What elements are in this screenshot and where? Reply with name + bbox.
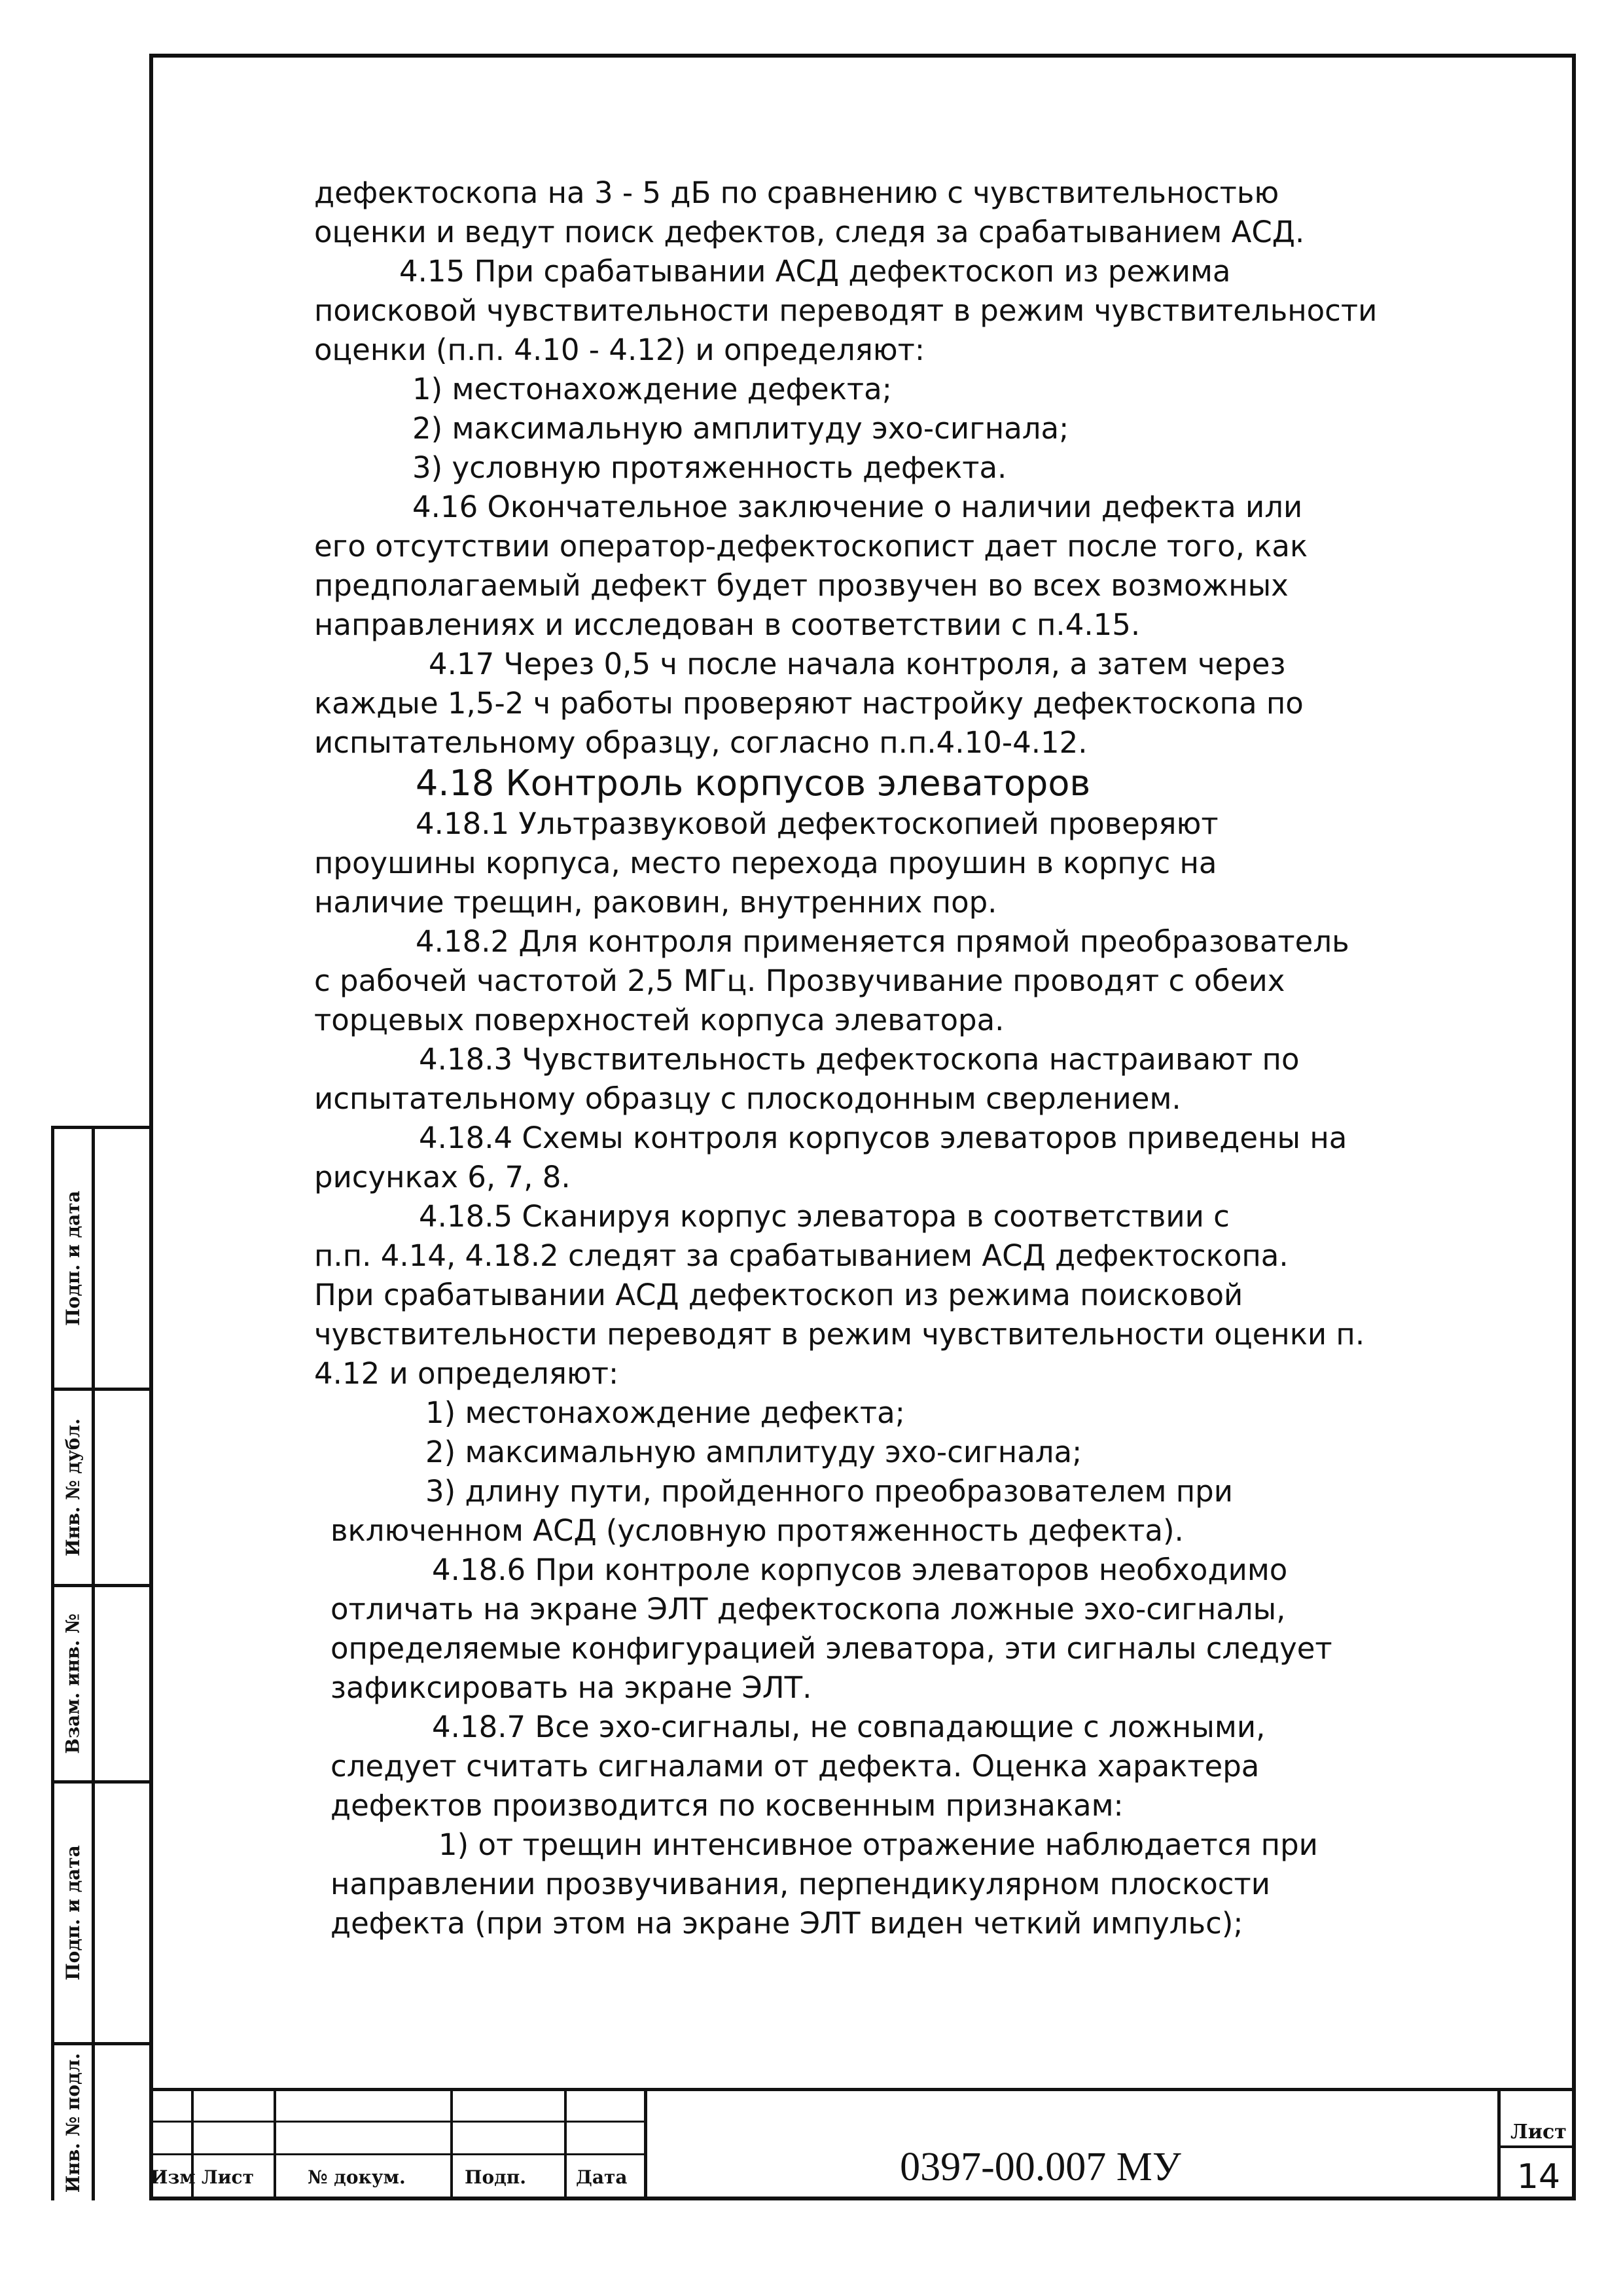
body-line: 4.18.4 Схемы контроля корпусов элеваторов приведены на (419, 1121, 1347, 1155)
title-block-izm: Изм (151, 2166, 196, 2188)
body-line: 1) местонахождение дефекта; (425, 1395, 905, 1430)
body-line: рисунках 6, 7, 8. (314, 1160, 571, 1194)
body-line: включенном АСД (условную протяженность дефекта). (330, 1513, 1184, 1548)
body-line: его отсутствии оператор-дефектоскопист дает после того, как (314, 529, 1308, 564)
title-block-line (149, 2088, 1576, 2091)
title-block-line (149, 2153, 647, 2155)
body-line: 4.18.3 Чувствительность дефектоскопа настраивают по (419, 1042, 1300, 1077)
body-line: торцевых поверхностей корпуса элеватора. (314, 1003, 1005, 1037)
side-cell-inv-dubl (54, 1391, 92, 1584)
title-block-line (149, 2121, 647, 2123)
body-line: направлениях и исследован в соответствии с п.4.15. (314, 607, 1141, 642)
title-block-line (1497, 2088, 1501, 2200)
side-label: Подп. и дата (62, 1845, 84, 1981)
body-line: с рабочей частотой 2,5 МГц. Прозвучивание проводят с обеих (314, 963, 1285, 998)
body-line: 4.18.2 Для контроля применяется прямой преобразователь (416, 924, 1349, 959)
body-line: предполагаемый дефект будет прозвучен во всех возможных (314, 568, 1289, 603)
title-block-data: Дата (576, 2166, 628, 2188)
body-line: 4.18.7 Все эхо-сигналы, не совпадающие с ложными, (432, 1710, 1266, 1744)
body-line: оценки и ведут поиск дефектов, следя за срабатыванием АСД. (314, 215, 1305, 249)
body-line: 4.15 При срабатывании АСД дефектоскоп из режима (399, 254, 1231, 289)
side-label: Взам. инв. № (62, 1613, 84, 1754)
title-block-line (644, 2088, 647, 2200)
title-block-n-dokum: № докум. (308, 2166, 406, 2188)
body-line: 1) от трещин интенсивное отражение наблюдается при (438, 1827, 1318, 1862)
side-cell-podp-data (54, 1129, 92, 1388)
sheet-number: 14 (1516, 2157, 1561, 2197)
body-line: 4.18.1 Ультразвуковой дефектоскопией проверяют (416, 806, 1219, 841)
body-line: дефектоскопа на 3 - 5 дБ по сравнению с чувствительностью (314, 175, 1279, 210)
side-label: Инв. № подл. (62, 2053, 84, 2193)
body-line: 4.17 Через 0,5 ч после начала контроля, а затем через (429, 647, 1286, 681)
sheet-label: Лист (1510, 2121, 1567, 2144)
body-line: испытательному образцу, согласно п.п.4.10-4.12. (314, 725, 1088, 760)
body-line: определяемые конфигурацией элеватора, эти сигналы следует (330, 1631, 1332, 1666)
body-line: дефекта (при этом на экране ЭЛТ виден четкий импульс); (330, 1906, 1243, 1941)
body-line: чувствительности переводят в режим чувствительности оценки п. (314, 1317, 1365, 1352)
side-cell-inv-podl (54, 2045, 92, 2200)
body-line: испытательному образцу с плоскодонным сверлением. (314, 1081, 1181, 1116)
body-line: 4.18.6 При контроле корпусов элеваторов необходимо (432, 1552, 1288, 1587)
document-body (314, 173, 1466, 1943)
body-line: 3) длину пути, пройденного преобразователем при (425, 1474, 1233, 1509)
body-line: 2) максимальную амплитуду эхо-сигнала; (412, 411, 1069, 446)
body-line: При срабатывании АСД дефектоскоп из режима поисковой (314, 1278, 1243, 1312)
body-line: оценки (п.п. 4.10 - 4.12) и определяют: (314, 332, 925, 367)
side-stamp-divider (92, 1126, 95, 2200)
body-line: п.п. 4.14, 4.18.2 следят за срабатыванием АСД дефектоскопа. (314, 1238, 1289, 1273)
title-block-podp: Подп. (465, 2166, 527, 2188)
body-line: 4.18.5 Сканируя корпус элеватора в соответствии с (419, 1199, 1230, 1234)
body-line: поисковой чувствительности переводят в режим чувствительности (314, 293, 1378, 328)
body-line: дефектов производится по косвенным признакам: (330, 1788, 1124, 1823)
body-line: следует считать сигналами от дефекта. Оценка характера (330, 1749, 1260, 1784)
body-line: проушины корпуса, место перехода проушин в корпус на (314, 846, 1217, 880)
title-block-line (274, 2088, 276, 2200)
title-block-line (1499, 2145, 1576, 2148)
body-line: каждые 1,5-2 ч работы проверяют настройку дефектоскопа по (314, 686, 1304, 721)
body-line: 4.16 Окончательное заключение о наличии дефекта или (412, 490, 1303, 524)
title-block-list: Лист (202, 2166, 254, 2188)
side-stamp-column (51, 1126, 153, 2200)
section-heading: 4.18 Контроль корпусов элеваторов (416, 762, 1091, 804)
side-label: Подп. и дата (62, 1191, 84, 1326)
title-block-line (564, 2088, 567, 2200)
body-line: направлении прозвучивания, перпендикулярном плоскости (330, 1867, 1270, 1901)
body-line: отличать на экране ЭЛТ дефектоскопа ложные эхо-сигналы, (330, 1592, 1286, 1626)
body-line: 4.12 и определяют: (314, 1356, 619, 1391)
body-line: наличие трещин, раковин, внутренних пор. (314, 885, 997, 920)
body-line: 1) местонахождение дефекта; (412, 372, 892, 406)
body-line: зафиксировать на экране ЭЛТ. (330, 1670, 812, 1705)
body-line: 2) максимальную амплитуду эхо-сигнала; (425, 1435, 1082, 1469)
document-code: 0397-00.007 МУ (900, 2145, 1181, 2189)
title-block-line (450, 2088, 453, 2200)
body-line: 3) условную протяженность дефекта. (412, 450, 1007, 485)
side-label: Инв. № дубл. (62, 1418, 84, 1556)
side-cell-vzam-inv (54, 1587, 92, 1780)
side-cell-podp-data (54, 1784, 92, 2042)
